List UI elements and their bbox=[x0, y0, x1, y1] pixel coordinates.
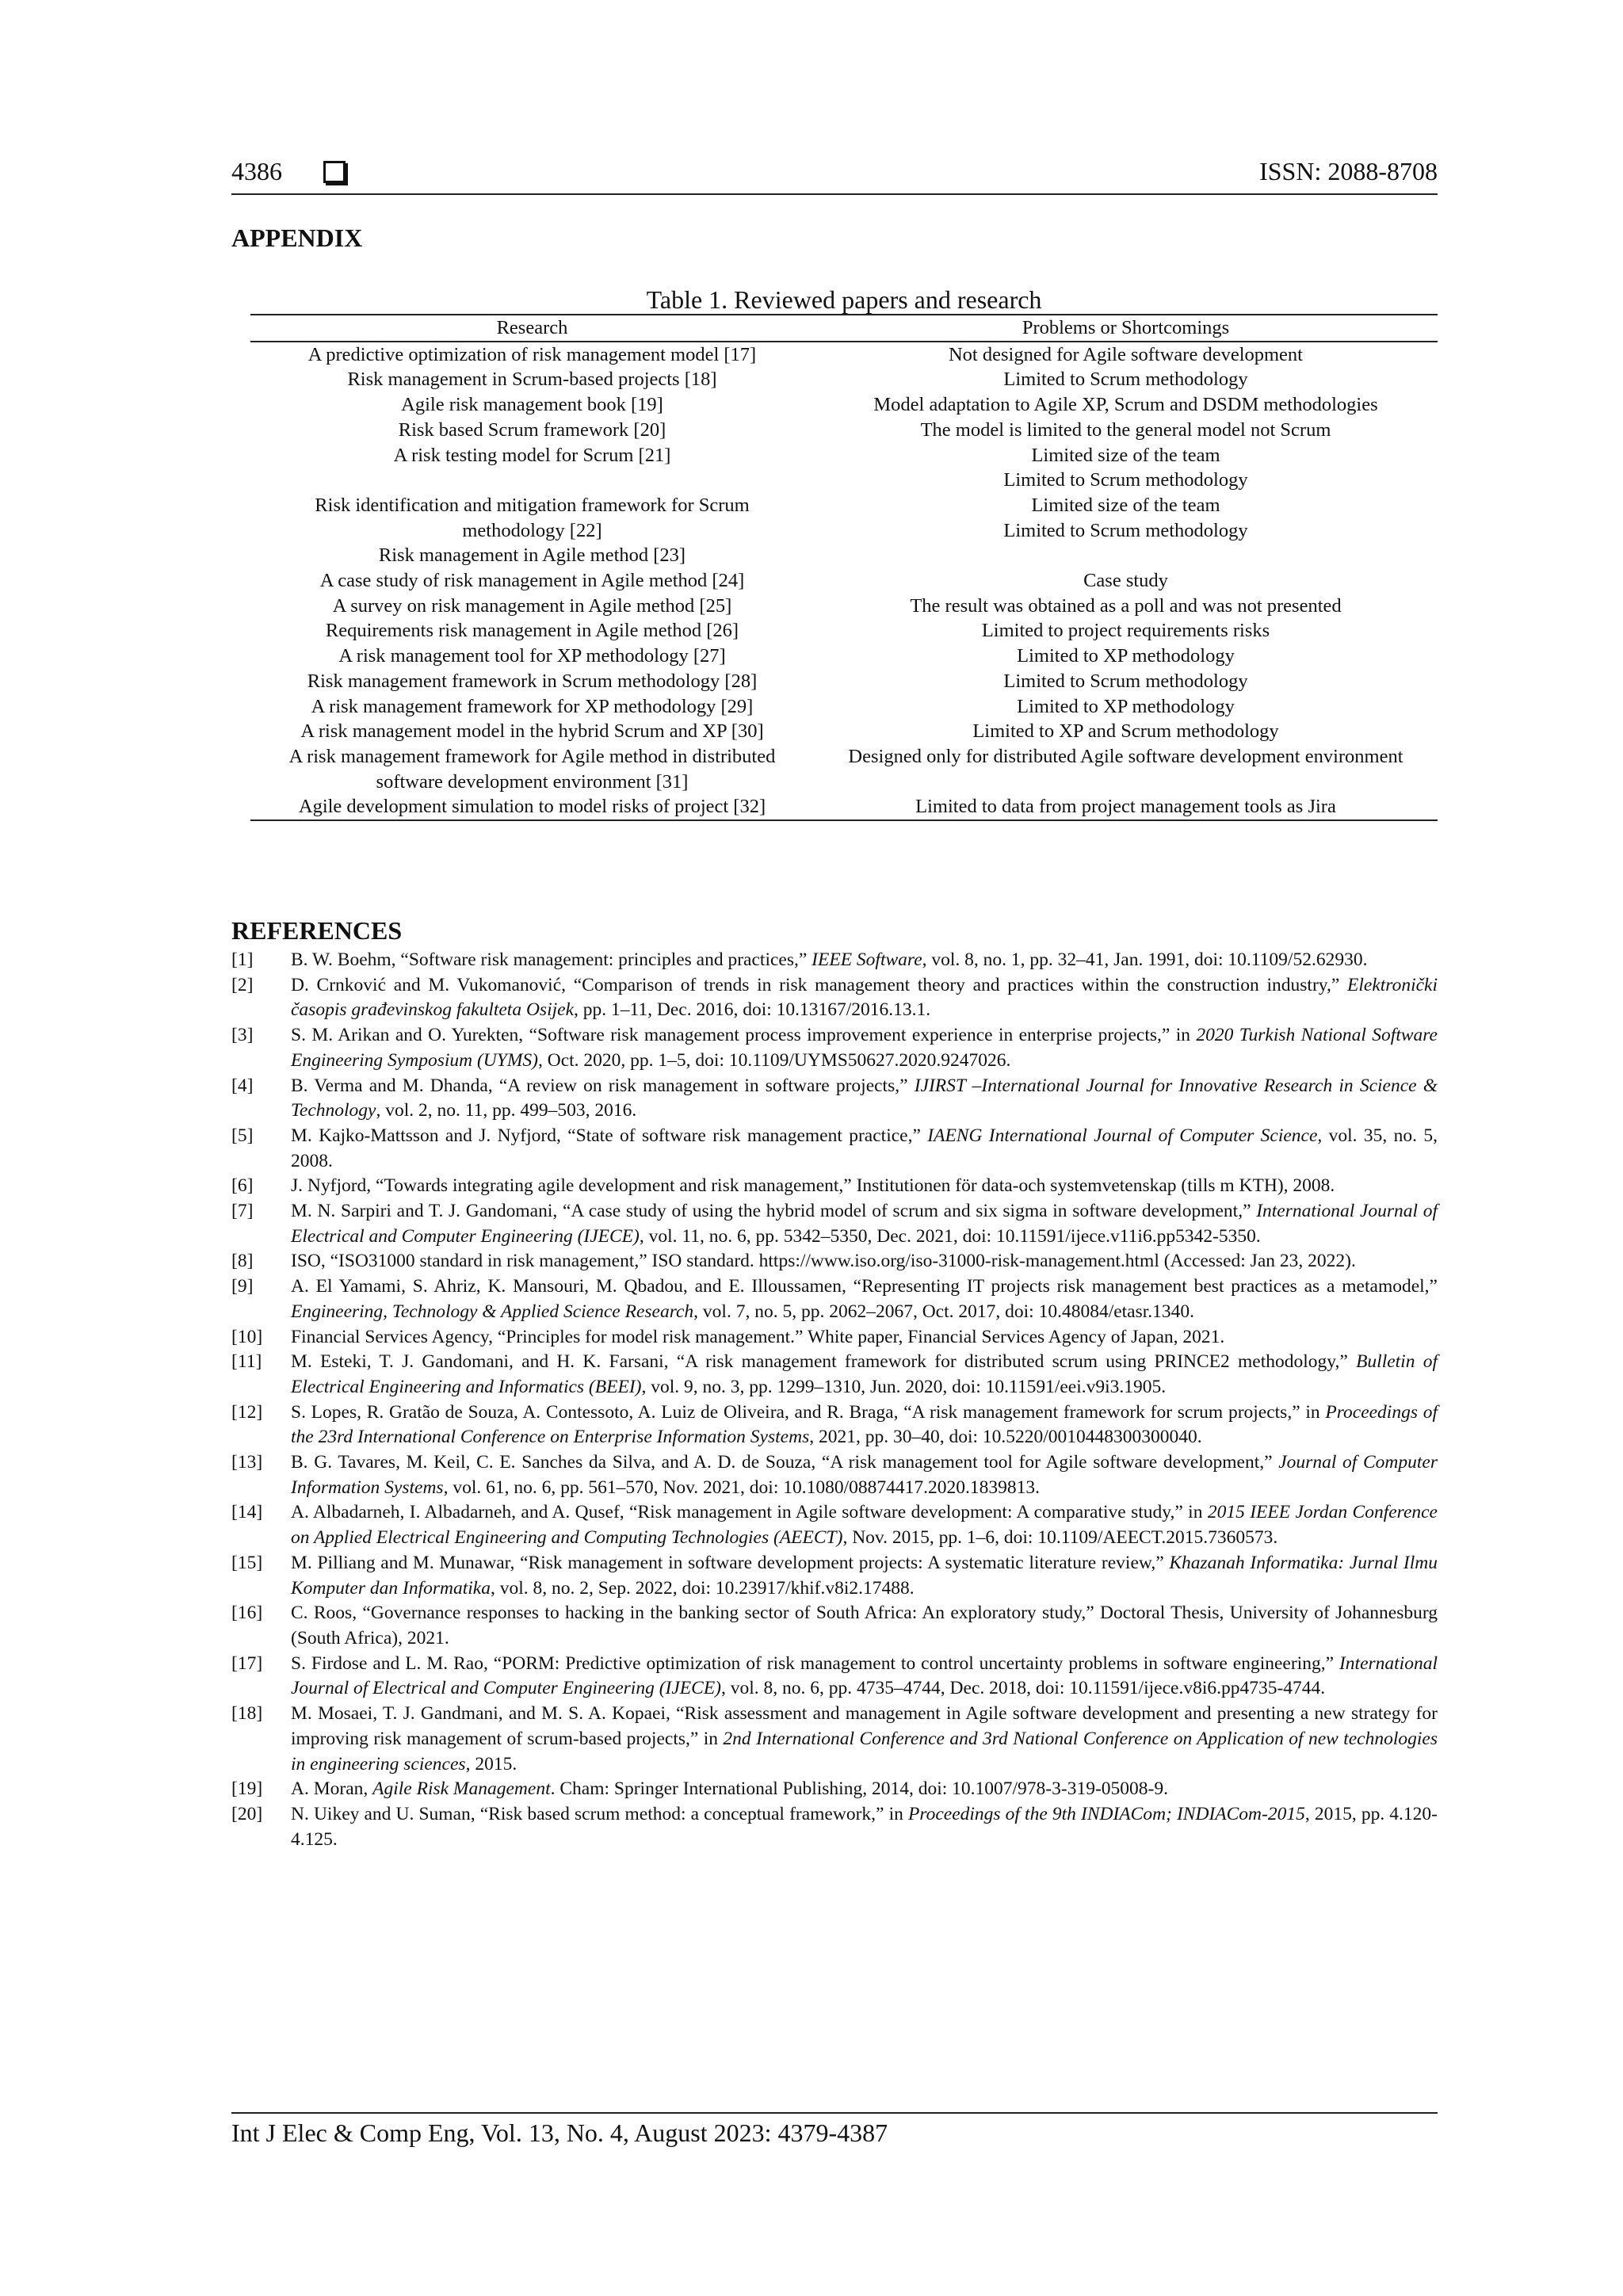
reference-number: [17] bbox=[231, 1652, 263, 1674]
reference-item bbox=[231, 1199, 1438, 1249]
cell-research: A risk management framework for Agile method in distributed software development environment [31] bbox=[288, 745, 776, 793]
reference-details: , Oct. 2020, pp. 1–5, doi: 10.1109/UYMS50627.2020.9247026. bbox=[537, 1049, 1011, 1071]
reference-item bbox=[231, 1274, 1438, 1324]
reference-item bbox=[231, 1249, 1438, 1274]
table-row bbox=[250, 392, 1438, 418]
cell-problem: Limited size of the team Limited to Scrum methodology bbox=[1003, 494, 1248, 541]
reviewed-papers-table bbox=[250, 314, 1438, 821]
cell-research: A case study of risk management in Agile method [24] bbox=[319, 570, 745, 592]
table-row bbox=[250, 342, 1438, 368]
reference-venue: Proceedings of the 23rd International Conference on Enterprise Information Systems bbox=[291, 1401, 1438, 1448]
reference-text: S. Firdose and L. M. Rao, “PORM: Predictive optimization of risk management to control uncertainty problems in software engineering,” bbox=[291, 1652, 1339, 1674]
reference-item bbox=[231, 948, 1438, 973]
reference-text: Financial Services Agency, “Principles for model risk management.” White paper, Financial Services Agency of Japan, 2021. bbox=[291, 1326, 1225, 1347]
reference-details: , Nov. 2015, pp. 1–6, doi: 10.1109/AEECT.2015.7360573. bbox=[842, 1527, 1278, 1549]
reference-details: , 2015, pp. 4.120-4.125. bbox=[291, 1803, 1438, 1850]
cell-problem bbox=[814, 543, 1438, 568]
reference-venue: IJIRST –International Journal for Innovative Research in Science & Technology bbox=[291, 1075, 1438, 1121]
cell-problem: The result was obtained as a poll and was not presented bbox=[910, 594, 1342, 617]
reference-text: M. Kajko-Mattsson and J. Nyfjord, “State of software risk management practice,” bbox=[291, 1125, 928, 1146]
cell-research: Agile risk management book [19] bbox=[401, 394, 663, 416]
cell-research: Risk management in Scrum-based projects [18] bbox=[347, 369, 717, 391]
reference-venue: 2015 IEEE Jordan Conference on Applied Electrical Engineering and Computing Technologies (AEECT) bbox=[291, 1502, 1438, 1549]
table-row bbox=[250, 744, 1438, 794]
reference-text: A. Albadarneh, I. Albadarneh, and A. Qusef, “Risk management in Agile software development: A comparative study,” in bbox=[291, 1502, 1208, 1523]
reference-number: [20] bbox=[231, 1803, 263, 1824]
reference-item bbox=[231, 1652, 1438, 1702]
reference-venue: Khazanah Informatika: Jurnal Ilmu Komputer dan Informatika bbox=[291, 1552, 1438, 1599]
reference-text: B. Verma and M. Dhanda, “A review on risk management in software projects,” bbox=[291, 1075, 915, 1096]
reference-item bbox=[231, 1601, 1438, 1651]
reference-text: C. Roos, “Governance responses to hacking in the banking sector of South Africa: An exploratory study,” Doctoral Thesis, University of Johannesburg (South Africa), 2021. bbox=[291, 1603, 1438, 1648]
reference-item bbox=[231, 1702, 1438, 1777]
page-number: 4386 bbox=[231, 157, 282, 185]
reference-number: [11] bbox=[231, 1351, 262, 1373]
reference-item bbox=[231, 1350, 1438, 1400]
table-row bbox=[250, 443, 1438, 468]
reference-item bbox=[231, 1551, 1438, 1601]
cell-problem: Limited to XP methodology bbox=[1017, 645, 1235, 667]
table-caption: Table 1. Reviewed papers and research bbox=[646, 285, 1042, 314]
table-row bbox=[250, 644, 1438, 669]
reference-venue: International Journal of Electrical and Computer Engineering (IJECE) bbox=[291, 1652, 1438, 1699]
table-row bbox=[250, 669, 1438, 694]
cell-research: Requirements risk management in Agile method [26] bbox=[325, 620, 739, 642]
cell-problem: Limited to project requirements risks bbox=[981, 620, 1270, 642]
reference-item bbox=[231, 1074, 1438, 1124]
table-row bbox=[250, 594, 1438, 619]
reference-venue: IEEE Software bbox=[812, 949, 922, 970]
cell-research: A risk management model in the hybrid Scrum and XP [30] bbox=[300, 720, 764, 743]
reference-details: . Cham: Springer International Publishing, 2014, doi: 10.1007/978-3-319-05008-9. bbox=[550, 1778, 1168, 1800]
reference-number: [12] bbox=[231, 1401, 263, 1423]
reference-text: N. Uikey and U. Suman, “Risk based scrum method: a conceptual framework,” in bbox=[291, 1803, 908, 1824]
reference-text: B. G. Tavares, M. Keil, C. E. Sanches da Silva, and A. D. de Souza, “A risk management tool for Agile software development,” bbox=[291, 1452, 1279, 1473]
reference-details: , vol. 9, no. 3, pp. 1299–1310, Jun. 2020, doi: 10.11591/eei.v9i3.1905. bbox=[641, 1376, 1167, 1397]
reference-text: ISO, “ISO31000 standard in risk management,” ISO standard. https://www.iso.org/iso-31000-risk-management.html (Accessed: Jan 23, 2022). bbox=[291, 1251, 1356, 1272]
cell-research: Risk management in Agile method [23] bbox=[378, 544, 686, 567]
reference-number: [15] bbox=[231, 1552, 263, 1573]
reference-text: M. Esteki, T. J. Gandomani, and H. K. Farsani, “A risk management framework for distributed scrum using PRINCE2 methodology,” bbox=[291, 1351, 1357, 1373]
column-header-problems: Problems or Shortcomings bbox=[814, 315, 1438, 342]
reference-text: B. W. Boehm, “Software risk management: principles and practices,” bbox=[291, 949, 812, 970]
table-row bbox=[250, 493, 1438, 543]
reference-number: [6] bbox=[231, 1175, 254, 1197]
reference-number: [18] bbox=[231, 1703, 263, 1725]
cell-research: Risk management framework in Scrum methodology [28] bbox=[307, 670, 758, 692]
reference-item bbox=[231, 1325, 1438, 1350]
cell-research: A predictive optimization of risk management model [17] bbox=[307, 343, 757, 365]
reference-text: M. N. Sarpiri and T. J. Gandomani, “A case study of using the hybrid model of scrum and six sigma in software development,” bbox=[291, 1201, 1257, 1222]
footer-citation: Int J Elec & Comp Eng, Vol. 13, No. 4, August 2023: 4379-4387 bbox=[231, 2118, 888, 2147]
reference-item bbox=[231, 973, 1438, 1023]
reference-number: [16] bbox=[231, 1603, 263, 1624]
reference-number: [3] bbox=[231, 1025, 254, 1046]
reference-item bbox=[231, 1174, 1438, 1199]
reference-text: A. Moran, bbox=[291, 1778, 373, 1800]
table-row bbox=[250, 618, 1438, 644]
reference-text: D. Crnković and M. Vukomanović, “Comparison of trends in risk management theory and practices within the construction industry,” bbox=[291, 974, 1348, 995]
reference-number: [10] bbox=[231, 1326, 263, 1347]
reference-details: , vol. 8, no. 1, pp. 32–41, Jan. 1991, doi: 10.1109/52.62930. bbox=[922, 949, 1368, 970]
reference-details: , vol. 61, no. 6, pp. 561–570, Nov. 2021, doi: 10.1080/08874417.2020.1839813. bbox=[443, 1477, 1040, 1498]
cell-research: Agile development simulation to model risks of project [32] bbox=[298, 796, 766, 818]
appendix-heading: APPENDIX bbox=[231, 223, 363, 252]
reference-text: M. Pilliang and M. Munawar, “Risk management in software development projects: A systematic literature review,” bbox=[291, 1552, 1170, 1573]
reference-number: [19] bbox=[231, 1778, 263, 1800]
reference-venue: Elektronički časopis građevinskog fakulteta Osijek bbox=[291, 974, 1438, 1021]
cell-problem: Limited to Scrum methodology bbox=[1003, 369, 1248, 391]
cell-problem: Case study bbox=[1083, 570, 1168, 592]
cell-problem: Limited to Scrum methodology bbox=[1003, 670, 1248, 692]
reference-text: S. Lopes, R. Gratão de Souza, A. Contessoto, A. Luiz de Oliveira, and R. Braga, “A risk management framework for scrum projects,” in bbox=[291, 1401, 1326, 1423]
reference-details: , vol. 2, no. 11, pp. 499–503, 2016. bbox=[376, 1100, 637, 1121]
reference-venue: Proceedings of the 9th INDIACom; INDIACom-2015 bbox=[907, 1803, 1305, 1824]
reference-number: [1] bbox=[231, 949, 254, 970]
reference-number: [9] bbox=[231, 1276, 254, 1297]
reference-details: , vol. 8, no. 6, pp. 4735–4744, Dec. 2018, doi: 10.11591/ijece.v8i6.pp4735-4744. bbox=[721, 1678, 1326, 1699]
references-heading: REFERENCES bbox=[231, 916, 403, 945]
table-row bbox=[250, 794, 1438, 820]
reference-details: , vol. 7, no. 5, pp. 2062–2067, Oct. 2017, doi: 10.48084/etasr.1340. bbox=[693, 1301, 1195, 1322]
cell-research bbox=[250, 468, 814, 493]
table-row bbox=[250, 568, 1438, 594]
reference-item bbox=[231, 1023, 1438, 1073]
cell-research: A risk management tool for XP methodology [27] bbox=[338, 645, 726, 667]
reference-details: , vol. 11, no. 6, pp. 5342–5350, Dec. 2021, doi: 10.11591/ijece.v11i6.pp5342-5350. bbox=[639, 1225, 1261, 1247]
cell-problem: Limited size of the team bbox=[1031, 444, 1220, 466]
reference-venue: Journal of Computer Information Systems bbox=[291, 1452, 1438, 1498]
cell-problem: Limited to XP methodology bbox=[1017, 695, 1235, 717]
cell-problem: Limited to Scrum methodology bbox=[1003, 469, 1248, 491]
table-row bbox=[250, 543, 1438, 568]
table-row bbox=[250, 694, 1438, 720]
reference-text: A. El Yamami, S. Ahriz, K. Mansouri, M. Qbadou, and E. Illoussamen, “Representing IT projects risk management best practices as a metamodel,” bbox=[291, 1276, 1438, 1297]
cell-problem: Designed only for distributed Agile software development environment bbox=[848, 745, 1403, 767]
cell-problem: Model adaptation to Agile XP, Scrum and DSDM methodologies bbox=[873, 394, 1378, 416]
reference-number: [5] bbox=[231, 1125, 254, 1146]
page-header bbox=[231, 155, 1438, 195]
reference-venue: International Journal of Electrical and Computer Engineering (IJECE) bbox=[291, 1201, 1438, 1247]
cell-research: A survey on risk management in Agile method [25] bbox=[332, 594, 732, 617]
cell-problem: Not designed for Agile software development bbox=[948, 343, 1303, 365]
reference-venue: 2nd International Conference and 3rd National Conference on Application of new technologies in engineering sciences bbox=[291, 1728, 1438, 1775]
square-icon bbox=[323, 161, 346, 183]
references-list bbox=[231, 948, 1438, 1852]
reference-item bbox=[231, 1802, 1438, 1852]
reference-details: , vol. 35, no. 5, 2008. bbox=[291, 1125, 1438, 1171]
cell-problem: Limited to data from project management tools as Jira bbox=[915, 796, 1336, 818]
reference-item bbox=[231, 1124, 1438, 1174]
reference-venue: 2020 Turkish National Software Engineering Symposium (UYMS) bbox=[291, 1025, 1438, 1071]
table-row bbox=[250, 468, 1438, 493]
table-row bbox=[250, 719, 1438, 744]
reference-details: , vol. 8, no. 2, Sep. 2022, doi: 10.23917/khif.v8i2.17488. bbox=[490, 1577, 915, 1599]
reference-number: [8] bbox=[231, 1251, 254, 1272]
reference-text: S. M. Arikan and O. Yurekten, “Software risk management process improvement experience in enterprise projects,” in bbox=[291, 1025, 1197, 1046]
reference-item bbox=[231, 1450, 1438, 1500]
reference-details: , 2021, pp. 30–40, doi: 10.5220/0010448300300040. bbox=[809, 1427, 1202, 1448]
reference-number: [2] bbox=[231, 974, 254, 995]
reference-text: J. Nyfjord, “Towards integrating agile development and risk management,” Institutionen för data-och systemvetenskap (tills m KTH), 2008. bbox=[291, 1175, 1335, 1197]
reference-number: [14] bbox=[231, 1502, 263, 1523]
reference-venue: Agile Risk Management bbox=[372, 1778, 551, 1800]
reference-text: M. Mosaei, T. J. Gandmani, and M. S. A. Kopaei, “Risk assessment and management in Agile software development and presenting a new strategy for improving risk management of scrum-based projects,” in bbox=[291, 1703, 1438, 1749]
reference-number: [4] bbox=[231, 1075, 254, 1096]
column-header-research: Research bbox=[250, 315, 814, 342]
cell-research: Risk based Scrum framework [20] bbox=[398, 418, 666, 441]
reference-number: [7] bbox=[231, 1201, 254, 1222]
reference-number: [13] bbox=[231, 1452, 263, 1473]
reference-details: , pp. 1–11, Dec. 2016, doi: 10.13167/2016.13.1. bbox=[574, 999, 931, 1021]
table-row bbox=[250, 418, 1438, 443]
reference-venue: Engineering, Technology & Applied Science Research bbox=[291, 1301, 694, 1322]
issn: ISSN: 2088-8708 bbox=[1259, 157, 1438, 185]
reference-details: , 2015. bbox=[465, 1753, 517, 1775]
reference-item bbox=[231, 1500, 1438, 1550]
reference-item bbox=[231, 1400, 1438, 1450]
cell-problem: Limited to XP and Scrum methodology bbox=[972, 720, 1279, 743]
reference-venue: IAENG International Journal of Computer Science bbox=[927, 1125, 1318, 1146]
reference-item bbox=[231, 1777, 1438, 1802]
table-header-row bbox=[250, 315, 1438, 342]
cell-research: A risk testing model for Scrum [21] bbox=[393, 444, 671, 466]
table-row bbox=[250, 367, 1438, 392]
page-footer bbox=[231, 2112, 1438, 2149]
cell-research: Risk identification and mitigation framework for Scrum methodology [22] bbox=[315, 494, 750, 541]
reference-venue: Bulletin of Electrical Engineering and Informatics (BEEI) bbox=[291, 1351, 1438, 1397]
cell-research: A risk management framework for XP methodology [29] bbox=[311, 695, 754, 717]
cell-problem: The model is limited to the general model not Scrum bbox=[920, 418, 1331, 441]
